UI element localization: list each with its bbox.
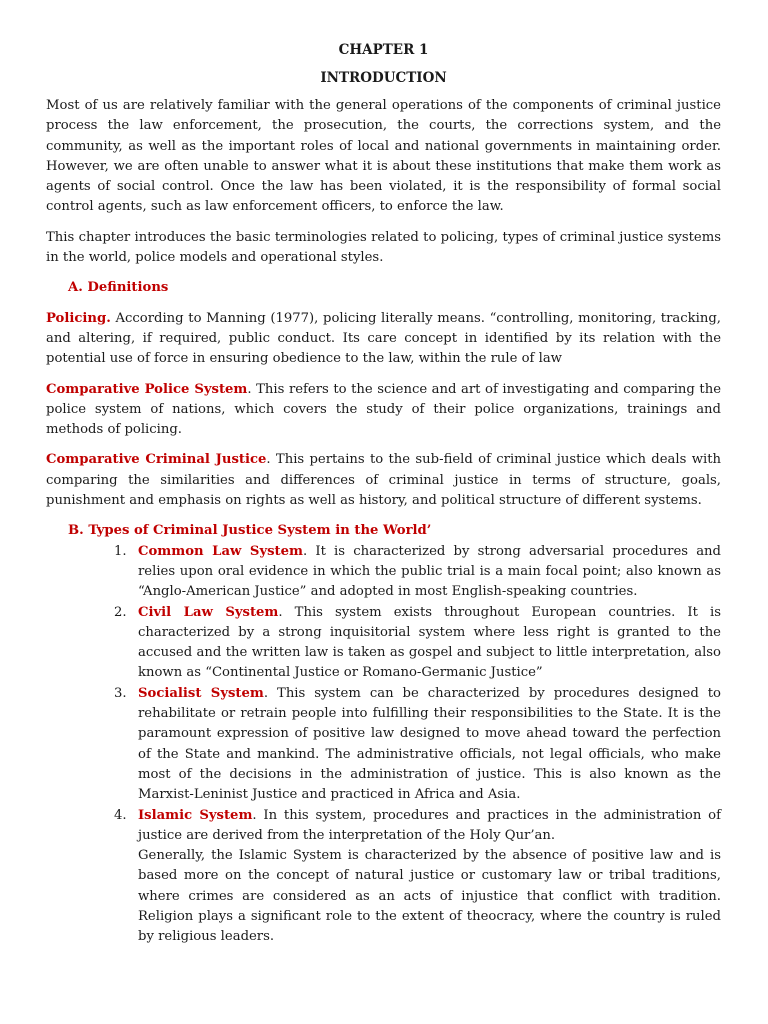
list-item-term: Civil Law System	[138, 604, 279, 620]
chapter-heading: CHAPTER 1	[338, 42, 429, 58]
list-item-number: 3.	[114, 685, 127, 701]
list-item-term: Islamic System	[138, 807, 253, 823]
definition-text: According to Manning (1977), policing literally means. “controlling, monitoring, tracking, and altering, if required, public conduct. Its care concept in identified by its relation with the potential use of force in ensuring obedience to the law, within the rule of law	[46, 310, 721, 367]
list-item-number: 4.	[114, 807, 127, 823]
section-a-label: A. Definitions	[68, 280, 169, 296]
definition-comparative-police-system	[46, 380, 721, 441]
list-item-text: . This system can be characterized by procedures designed to rehabilitate or retrain people into fulfilling their responsibilities to the State. It is the paramount expression of positive law designed to move ahead toward the perfection of the State and mankind. The administrative officials, not legal officials, who make most of the decisions in the administration of justice. This is also known as the Marxist-Leninist Justice and practiced in Africa and Asia.	[138, 685, 721, 803]
definition-comparative-criminal-justice	[46, 450, 721, 511]
definition-term: Comparative Criminal Justice	[46, 452, 267, 468]
section-b-label: B. Types of Criminal Justice System in the World’	[68, 523, 432, 539]
definition-text: . This pertains to the sub-field of criminal justice which deals with comparing the similarities and differences of criminal justice in terms of structure, goals, punishment and emphasis on rights as well as history, and political structure of different systems.	[46, 452, 721, 509]
section-a-heading	[68, 278, 721, 298]
list-item-term: Socialist System	[138, 685, 264, 701]
list-item-continuation: Generally, the Islamic System is characterized by the absence of positive law and is based more on the concept of natural justice or customary law or tribal traditions, where crimes are considered as an acts of injustice that conflict with tradition. Religion plays a significant role to the extent of theocracy, where the country is ruled by religious leaders.	[138, 848, 721, 945]
definition-term: Comparative Police System	[46, 381, 248, 397]
intro-paragraph-2: This chapter introduces the basic terminologies related to policing, types of criminal justice systems in the world, police models and operational styles.	[46, 229, 721, 266]
justice-system-types-list	[46, 542, 721, 948]
list-item-common-law	[46, 542, 721, 603]
list-item-text: . In this system, procedures and practices in the administration of justice are derived from the interpretation of the Holy Qur’an.	[138, 807, 721, 843]
definition-term: Policing.	[46, 310, 111, 326]
list-item-socialist	[46, 684, 721, 806]
list-item-text: . It is characterized by strong adversarial procedures and relies upon oral evidence in which the public trial is a main focal point; also known as “Anglo-American Justice” and adopted in most English-speaking countries.	[138, 543, 721, 600]
list-item-number: 1.	[114, 543, 127, 559]
intro-paragraph-1: Most of us are relatively familiar with the general operations of the components of criminal justice process the law enforcement, the prosecution, the courts, the corrections system, and the community, as well as the important roles of local and national governments in maintaining order. However, we are often unable to answer what it is about these institutions that make them work as agents of social control. Once the law has been violated, it is the responsibility of formal social control agents, such as law enforcement officers, to enforce the law.	[46, 98, 721, 215]
document-page	[46, 42, 721, 948]
list-item-islamic	[46, 806, 721, 948]
list-item-text: . This system exists throughout European countries. It is characterized by a strong inquisitorial system where less right is granted to the accused and the written law is taken as gospel and subject to little interpretation, also known as “Continental Justice or Romano-Germanic Justice”	[138, 604, 721, 681]
list-item-term: Common Law System	[138, 543, 303, 559]
list-item-civil-law	[46, 603, 721, 684]
list-item-number: 2.	[114, 604, 127, 620]
definition-policing	[46, 309, 721, 370]
definition-text: . This refers to the science and art of investigating and comparing the police system of nations, which covers the study of their police organizations, trainings and methods of policing.	[46, 381, 722, 438]
section-b-heading	[68, 521, 721, 541]
chapter-title: INTRODUCTION	[320, 70, 447, 86]
